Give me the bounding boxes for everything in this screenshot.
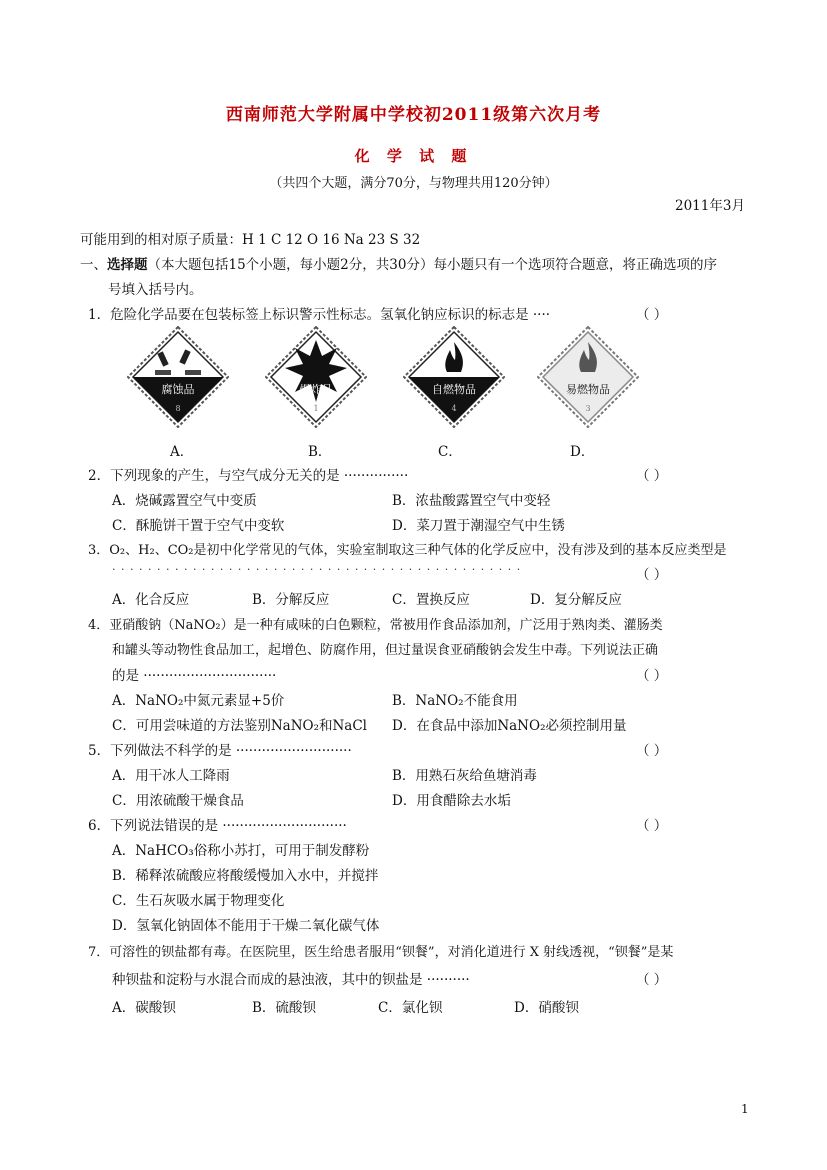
q1-option-d[interactable]: D． <box>570 444 595 460</box>
q5-option-a[interactable]: A．用干冰人工降雨 <box>112 768 230 784</box>
q7-stem-line2: 种钡盐和淀粉与水混合而成的悬浊液，其中的钡盐是 ·········· <box>112 972 470 988</box>
q2-option-d[interactable]: D．菜刀置于潮湿空气中生锈 <box>392 518 565 534</box>
q4-stem-line1: 4．亚硝酸钠（NaNO₂）是一种有咸味的白色颗粒，常被用作食品添加剂，广泛用于熟肉类、灌肠类 <box>88 618 663 633</box>
q3-option-c[interactable]: C．置换反应 <box>392 592 470 608</box>
q6-option-d[interactable]: D．氢氧化钠固体不能用于干燥二氧化碳气体 <box>112 918 380 934</box>
q4-option-b[interactable]: B．NaNO₂不能食用 <box>392 693 518 709</box>
q7-option-b[interactable]: B．硫酸钡 <box>252 1000 316 1016</box>
sign-class-number: 1 <box>313 404 319 413</box>
q7-option-c[interactable]: C．氯化钡 <box>378 1000 443 1016</box>
q5-option-b[interactable]: B．用熟石灰给鱼塘消毒 <box>392 768 537 784</box>
sign-label: 自燃物品 <box>432 383 476 396</box>
q2-answer-paren: （ ） <box>636 468 668 484</box>
sign-class-number: 4 <box>451 404 457 413</box>
exam-date: 2011年3月 <box>675 198 745 214</box>
q5-option-d[interactable]: D．用食醋除去水垢 <box>392 793 511 809</box>
q6-answer-paren: （ ） <box>636 818 668 834</box>
q7-answer-paren: （ ） <box>636 972 668 988</box>
q4-stem-line3: 的是 ······························· <box>112 668 277 684</box>
q3-option-b[interactable]: B．分解反应 <box>252 592 330 608</box>
q7-option-a[interactable]: A．碳酸钡 <box>112 1000 176 1016</box>
section-title: 选择题 <box>107 257 148 273</box>
sign-label: 腐蚀品 <box>161 383 195 396</box>
q3-stem: 3．O₂、H₂、CO₂是初中化学常见的气体，实验室制取这三种气体的化学反应中，没有涉及到的基本反应类型是 <box>88 543 727 558</box>
q2-stem: 2．下列现象的产生，与空气成分无关的是 ··············· <box>88 468 409 484</box>
q4-stem-line2: 和罐头等动物性食品加工，起增色、防腐作用，但过量误食亚硝酸钠会发生中毒。下列说法正确 <box>112 643 659 658</box>
hazard-sign-explosive <box>265 326 367 428</box>
q1-stem: 1．危险化学品要在包装标签上标识警示性标志。氢氧化钠应标识的标志是 ···· <box>88 307 551 323</box>
q3-option-a[interactable]: A．化合反应 <box>112 592 190 608</box>
hazard-sign-spontaneously-combustible <box>403 326 505 428</box>
q3-option-d[interactable]: D．复分解反应 <box>530 592 622 608</box>
q4-option-d[interactable]: D．在食品中添加NaNO₂必须控制用量 <box>392 718 627 734</box>
exam-title: 西南师范大学附属中学校初2011级第六次月考 <box>225 105 602 125</box>
exam-subtitle: 化 学 试 题 <box>354 147 473 165</box>
q2-option-c[interactable]: C．酥脆饼干置于空气中变软 <box>112 518 285 534</box>
q1-option-b[interactable]: B． <box>308 444 332 460</box>
q1-option-c[interactable]: C． <box>438 444 462 460</box>
q2-option-b[interactable]: B．浓盐酸露置空气中变轻 <box>392 493 551 509</box>
sign-class-number: 3 <box>585 404 591 413</box>
q1-answer-paren: （ ） <box>636 307 668 323</box>
q6-option-a[interactable]: A．NaHCO₃俗称小苏打，可用于制发酵粉 <box>112 843 370 859</box>
section-instructions: （本大题包括15个小题，每小题2分，共30分）每小题只有一个选项符合题意，将正确选项的序 <box>147 257 717 273</box>
q6-stem: 6．下列说法错误的是 ····························· <box>88 818 347 834</box>
q1-option-a[interactable]: A． <box>170 444 194 460</box>
q6-option-c[interactable]: C．生石灰吸水属于物理变化 <box>112 893 285 909</box>
q4-answer-paren: （ ） <box>636 668 668 684</box>
section-prefix: 一、 <box>80 257 107 273</box>
section-heading-line2: 号填入括号内。 <box>108 282 203 298</box>
exam-note: （共四个大题，满分70分，与物理共用120分钟） <box>269 176 558 191</box>
q4-option-c[interactable]: C．可用尝味道的方法鉴别NaNO₂和NaCl <box>112 718 367 734</box>
q7-stem-line1: 7．可溶性的钡盐都有毒。在医院里，医生给患者服用“钡餐”，对消化道进行 X 射线透视，“钡餐”是某 <box>88 945 674 960</box>
atomic-masses: 可能用到的相对原子质量：H 1 C 12 O 16 Na 23 S 32 <box>80 232 421 248</box>
q5-stem: 5．下列做法不科学的是 ··························· <box>88 743 352 759</box>
q5-option-c[interactable]: C．用浓硫酸干燥食品 <box>112 793 244 809</box>
sign-label: 易燃物品 <box>566 383 610 396</box>
q3-dots: · · · · · · · · · · · · · · · · · · · · · · · · · · · · · · · · · · · · · · · · · · · · · · <box>112 563 522 576</box>
q5-answer-paren: （ ） <box>636 743 668 759</box>
q4-option-a[interactable]: A．NaNO₂中氮元素显+5价 <box>112 693 285 709</box>
sign-label: 爆炸品 <box>299 383 333 396</box>
q7-option-d[interactable]: D．硝酸钡 <box>514 1000 579 1016</box>
q3-answer-paren: （ ） <box>636 567 668 583</box>
q2-option-a[interactable]: A．烧碱露置空气中变质 <box>112 493 257 509</box>
section-heading <box>80 253 717 273</box>
hazard-sign-corrosive <box>127 326 229 428</box>
sign-class-number: 8 <box>175 404 181 413</box>
q6-option-b[interactable]: B．稀释浓硫酸应将酸缓慢加入水中，并搅拌 <box>112 868 379 884</box>
page-number: 1 <box>741 1102 749 1116</box>
hazard-sign-flammable <box>537 326 639 428</box>
